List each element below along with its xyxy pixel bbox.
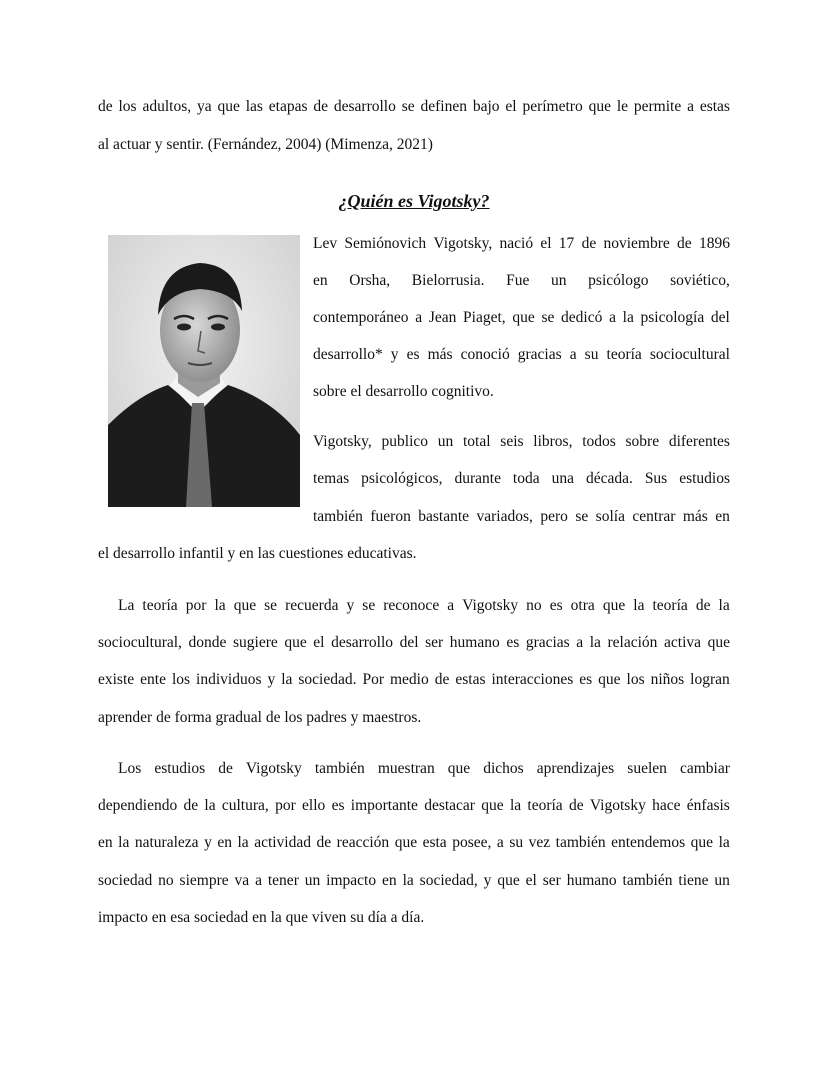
word: un — [437, 433, 454, 450]
word: un — [551, 272, 567, 289]
theory-line-1 — [118, 596, 730, 616]
word: seis — [500, 433, 524, 450]
word: entendemos — [611, 834, 686, 851]
word: psicólogo — [588, 272, 649, 289]
word: logran — [690, 671, 730, 688]
word: destacar — [424, 797, 475, 814]
word: sociocultural, — [98, 634, 182, 651]
word: le — [616, 98, 629, 115]
word: énfasis — [686, 797, 730, 814]
word: a — [255, 872, 262, 889]
word: se — [541, 309, 555, 326]
portrait-photo-icon — [108, 235, 300, 507]
studies-line-3 — [98, 833, 730, 853]
word: de — [316, 834, 332, 851]
word: no — [158, 872, 174, 889]
word: que — [512, 309, 535, 326]
word: y — [267, 671, 276, 688]
word: cultura, — [221, 797, 269, 814]
word: la — [509, 797, 522, 814]
word: definen — [420, 98, 467, 115]
word: también — [555, 834, 606, 851]
word: vez — [528, 834, 551, 851]
word: del — [399, 634, 419, 651]
word: es — [579, 671, 593, 688]
word: el — [540, 235, 552, 252]
word: se — [401, 98, 415, 115]
word: a — [447, 597, 455, 614]
word: de — [218, 760, 233, 777]
word: Orsha, — [349, 272, 391, 289]
word: sociocultural — [649, 346, 730, 363]
word: noviembre — [603, 235, 670, 252]
word: es — [331, 797, 345, 814]
studies-line-5: impacto en esa sociedad en la que viven su día a día. — [98, 909, 425, 926]
word: actividad — [254, 834, 311, 851]
word: su — [509, 834, 524, 851]
word: centrar — [632, 508, 676, 525]
word: en — [313, 272, 328, 289]
word: ser — [425, 634, 444, 651]
word: de — [313, 98, 329, 115]
word: a — [609, 309, 616, 326]
word: medio — [390, 671, 429, 688]
word: sugiere — [232, 634, 278, 651]
word: perímetro — [522, 98, 583, 115]
word: aprendizajes — [536, 760, 615, 777]
intro-line-2: al actuar y sentir. (Fernández, 2004) (Mimenza, 2021) — [98, 136, 433, 153]
word: La — [118, 597, 135, 614]
word: también — [622, 872, 673, 889]
word: relación — [607, 634, 658, 651]
word: nació — [499, 235, 534, 252]
word: teoría — [527, 797, 563, 814]
word: sobre — [625, 433, 660, 450]
word: Vigotsky — [462, 597, 519, 614]
word: que — [217, 98, 240, 115]
word: solía — [595, 508, 625, 525]
word: y — [390, 346, 399, 363]
word: sociedad. — [298, 671, 357, 688]
word: se — [575, 508, 589, 525]
word: desarrollo — [333, 98, 396, 115]
word: de — [695, 597, 711, 614]
word: que — [707, 634, 730, 651]
word: y — [346, 597, 355, 614]
word: un — [304, 872, 321, 889]
word: la — [633, 597, 645, 614]
word: en — [217, 834, 232, 851]
word: la — [718, 834, 730, 851]
word: los — [626, 671, 645, 688]
word: estudios — [679, 470, 730, 487]
word: humano — [449, 634, 500, 651]
word: etapas — [268, 98, 308, 115]
word: bajo — [472, 98, 500, 115]
word: la — [718, 597, 730, 614]
word: y — [204, 834, 212, 851]
word: que — [284, 634, 307, 651]
word: existe — [98, 671, 135, 688]
works-line-4: el desarrollo infantil y en las cuestiones educativas. — [98, 545, 417, 562]
word: una — [551, 470, 574, 487]
word: soviético, — [670, 272, 730, 289]
word: la — [589, 634, 601, 651]
word: en — [715, 508, 730, 525]
word: que — [598, 671, 621, 688]
word: impacto — [326, 872, 377, 889]
word: Lev — [313, 235, 338, 252]
word: que — [497, 872, 520, 889]
bio-line-5: sobre el desarrollo cognitivo. — [313, 383, 494, 400]
word: también — [314, 760, 365, 777]
theory-line-3 — [98, 670, 730, 690]
word: Semiónovich — [344, 235, 427, 252]
word: a — [687, 98, 694, 115]
word: el — [505, 98, 517, 115]
word: va — [234, 872, 250, 889]
word: esta — [422, 834, 447, 851]
word: naturaleza — [134, 834, 199, 851]
intro-line-1 — [98, 97, 730, 117]
word: dichos — [483, 760, 524, 777]
word: Los — [118, 760, 142, 777]
word: recuerda — [285, 597, 339, 614]
word: la — [214, 597, 226, 614]
word: se — [264, 597, 278, 614]
theory-line-4: aprender de forma gradual de los padres y maestros. — [98, 709, 422, 726]
word: todos — [582, 433, 616, 450]
word: no — [526, 597, 542, 614]
word: teoría — [652, 597, 688, 614]
word: que — [394, 834, 418, 851]
word: total — [462, 433, 491, 450]
word: publico — [381, 433, 429, 450]
word: y — [483, 872, 492, 889]
word: Sus — [644, 470, 668, 487]
word: reconoce — [383, 597, 440, 614]
studies-line-2 — [98, 796, 730, 816]
word: un — [714, 872, 730, 889]
word: importante — [350, 797, 418, 814]
word: 17 — [558, 235, 575, 252]
word: psicología — [640, 309, 705, 326]
word: bastante — [418, 508, 470, 525]
word: gracias — [517, 346, 562, 363]
word: permite — [633, 98, 682, 115]
word: desarrollo* — [313, 346, 383, 363]
word: pero — [540, 508, 568, 525]
word: los — [171, 671, 191, 688]
word: es — [506, 634, 520, 651]
word: fueron — [370, 508, 411, 525]
word: la — [237, 834, 249, 851]
word: otra — [570, 597, 595, 614]
word: cambiar — [679, 760, 730, 777]
word: de — [434, 671, 450, 688]
works-line-2 — [313, 469, 730, 489]
works-line-3 — [313, 507, 730, 527]
word: su — [584, 346, 599, 363]
word: del — [710, 309, 730, 326]
word: psicológicos, — [361, 470, 443, 487]
word: de — [568, 797, 584, 814]
word: contemporáneo — [313, 309, 409, 326]
word: a — [415, 309, 423, 326]
word: a — [569, 346, 577, 363]
bio-line-1 — [313, 234, 730, 254]
word: Vigotsky — [245, 760, 302, 777]
word: suelen — [627, 760, 667, 777]
word: desarrollo — [331, 634, 394, 651]
word: interacciones — [491, 671, 574, 688]
word: que — [602, 597, 626, 614]
bio-line-2 — [313, 271, 730, 291]
word: la — [281, 671, 293, 688]
word: más — [427, 346, 453, 363]
word: 1896 — [698, 235, 730, 252]
studies-line-4 — [98, 871, 730, 891]
word: libros, — [533, 433, 573, 450]
word: Vigotsky, — [433, 235, 493, 252]
word: niños — [650, 671, 685, 688]
word: durante — [454, 470, 501, 487]
theory-line-2 — [98, 633, 730, 653]
word: estas — [455, 671, 486, 688]
word: que — [588, 98, 611, 115]
word: conoció — [460, 346, 510, 363]
word: toda — [512, 470, 540, 487]
word: Por — [362, 671, 385, 688]
word: dependiendo — [98, 797, 178, 814]
word: los — [118, 98, 137, 115]
word: que — [447, 760, 471, 777]
word: década. — [585, 470, 633, 487]
word: el — [525, 872, 537, 889]
word: muestran — [377, 760, 435, 777]
word: temas — [313, 470, 350, 487]
word: la — [118, 834, 130, 851]
word: activa — [664, 634, 702, 651]
word: las — [245, 98, 263, 115]
word: tener — [267, 872, 299, 889]
word: más — [682, 508, 708, 525]
word: que — [690, 834, 714, 851]
word: a — [496, 834, 504, 851]
word: es — [549, 597, 563, 614]
works-line-1 — [313, 432, 730, 452]
word: Vigotsky, — [313, 433, 372, 450]
word: estas — [699, 98, 730, 115]
word: también — [313, 508, 363, 525]
word: estudios — [154, 760, 206, 777]
studies-line-1 — [118, 759, 730, 779]
word: hace — [652, 797, 681, 814]
word: el — [313, 634, 325, 651]
word: ente — [140, 671, 166, 688]
word: Fue — [506, 272, 530, 289]
word: sociedad — [98, 872, 153, 889]
word: humano — [566, 872, 617, 889]
word: de — [677, 235, 692, 252]
word: posee, — [452, 834, 492, 851]
word: se — [362, 597, 376, 614]
word: es — [406, 346, 420, 363]
word: la — [204, 797, 216, 814]
word: en — [98, 834, 113, 851]
word: Piaget, — [463, 309, 506, 326]
word: Bielorrusia. — [411, 272, 485, 289]
word: la — [402, 872, 414, 889]
word: donde — [188, 634, 227, 651]
word: Jean — [428, 309, 457, 326]
word: ello — [302, 797, 326, 814]
word: de — [581, 235, 597, 252]
word: de — [183, 797, 199, 814]
word: Vigotsky — [589, 797, 646, 814]
word: diferentes — [668, 433, 730, 450]
word: dedicó — [561, 309, 603, 326]
word: a — [576, 634, 584, 651]
word: teoría — [606, 346, 642, 363]
word: tiene — [678, 872, 709, 889]
word: la — [622, 309, 634, 326]
section-heading: ¿Quién es Vigotsky? — [338, 191, 490, 211]
portrait-photo — [108, 235, 300, 507]
word: siempre — [179, 872, 229, 889]
bio-line-3 — [313, 308, 730, 328]
word: gracias — [525, 634, 570, 651]
word: en — [382, 872, 397, 889]
word: de — [98, 98, 113, 115]
word: que — [233, 597, 257, 614]
word: individuos — [196, 671, 262, 688]
word: sociedad, — [419, 872, 478, 889]
bio-line-4 — [313, 345, 730, 365]
word: ya — [196, 98, 212, 115]
word: que — [481, 797, 504, 814]
word: variados, — [476, 508, 533, 525]
word: ser — [542, 872, 561, 889]
word: por — [185, 597, 207, 614]
word: adultos, — [142, 98, 192, 115]
word: reacción — [336, 834, 390, 851]
word: teoría — [142, 597, 178, 614]
word: por — [275, 797, 296, 814]
